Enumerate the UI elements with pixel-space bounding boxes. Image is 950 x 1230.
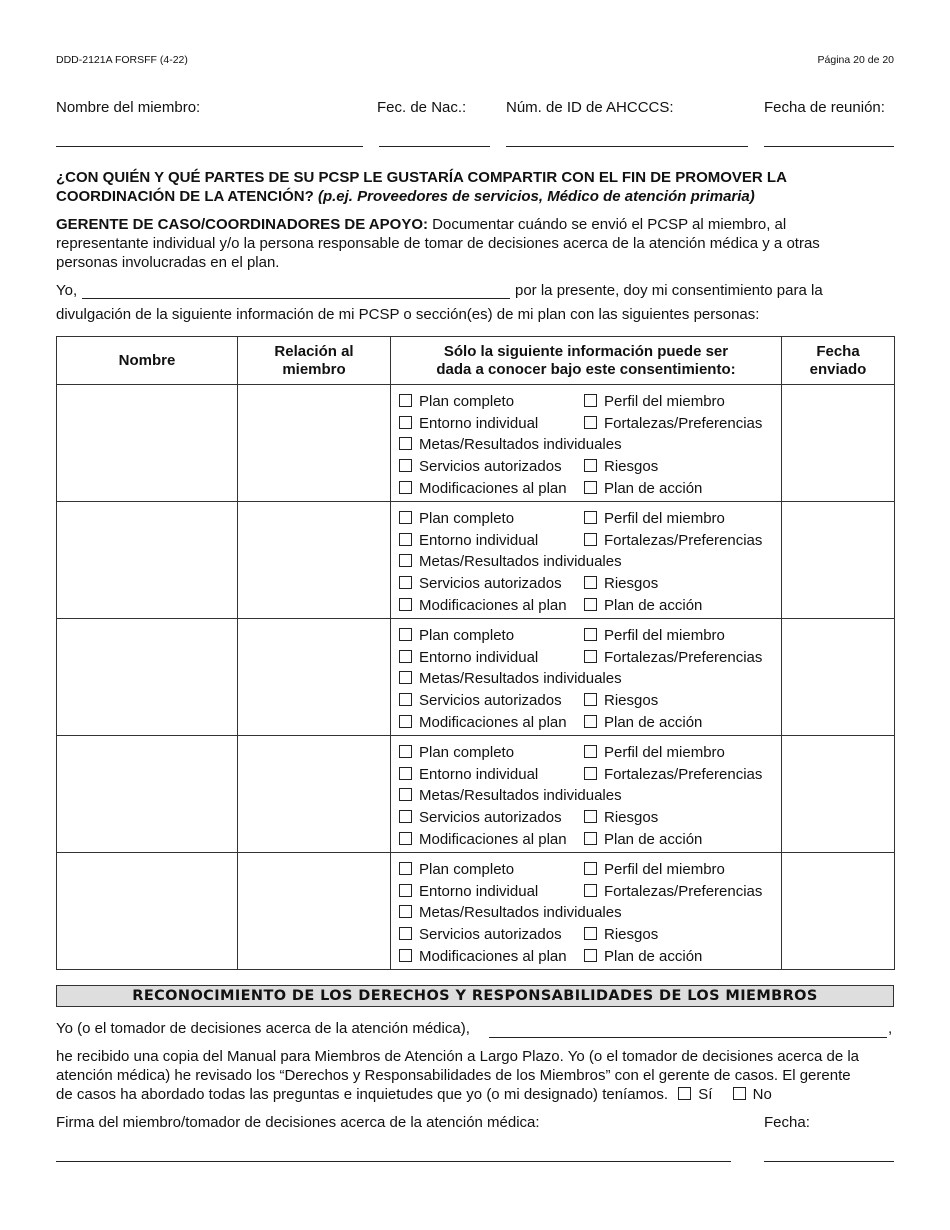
option-label: Entorno individual — [419, 649, 539, 666]
option-metas[interactable] — [399, 436, 622, 454]
checkbox[interactable] — [399, 628, 412, 641]
checkbox[interactable] — [399, 533, 412, 546]
option-label: Modificaciones al plan — [419, 948, 567, 965]
option-plan-completo[interactable] — [399, 393, 514, 411]
share-question-examples: (p.ej. Proveedores de servicios, Médico de atención primaria) — [317, 188, 755, 205]
dob-label: Fec. de Nac.: — [377, 99, 467, 116]
option-label: Riesgos — [604, 575, 659, 592]
instructions-line1 — [56, 215, 786, 234]
info-options-cell — [391, 502, 782, 619]
table-row — [57, 502, 895, 619]
date-sent-cell[interactable] — [782, 619, 895, 736]
checkbox[interactable] — [584, 598, 597, 611]
date-sent-cell[interactable] — [782, 502, 895, 619]
rights-para3: de casos ha abordado todas las preguntas e inquietudes que yo (o mi designado) teníamos. — [56, 1086, 669, 1103]
checkbox[interactable] — [399, 884, 412, 897]
option-label: Entorno individual — [419, 766, 539, 783]
option-plan-completo[interactable] — [399, 744, 514, 762]
option-entorno[interactable] — [399, 415, 538, 433]
option-fortalezas[interactable] — [584, 415, 762, 433]
relation-cell[interactable] — [238, 853, 391, 970]
checkbox[interactable] — [399, 745, 412, 758]
dob-field[interactable] — [379, 146, 490, 147]
date-sent-cell[interactable] — [782, 853, 895, 970]
option-fortalezas[interactable] — [584, 649, 762, 667]
checkbox[interactable] — [584, 832, 597, 845]
table-header-row — [57, 337, 895, 385]
option-label: Fortalezas/Preferencias — [604, 883, 763, 900]
option-entorno[interactable] — [399, 649, 538, 667]
checkbox[interactable] — [584, 745, 597, 758]
ahcccs-id-label: Núm. de ID de AHCCCS: — [506, 99, 674, 116]
option-label: Plan completo — [419, 510, 515, 527]
checkbox[interactable] — [584, 511, 597, 524]
rights-para1: he recibido una copia del Manual para Miembros de Atención a Largo Plazo. Yo (o el tomador de decisiones acerca de la — [56, 1048, 860, 1065]
option-label: Fortalezas/Preferencias — [604, 532, 763, 549]
option-label: Riesgos — [604, 926, 659, 943]
option-label: Riesgos — [604, 692, 659, 709]
option-plan-accion[interactable] — [584, 480, 702, 498]
option-label: Metas/Resultados individuales — [419, 904, 622, 921]
form-code: DDD-2121A FORSFF (4-22) — [56, 54, 188, 66]
instructions-role: GERENTE DE CASO/COORDINADORES DE APOYO: — [56, 216, 428, 233]
option-perfil[interactable] — [584, 393, 725, 411]
option-label: Plan de acción — [604, 831, 703, 848]
checkbox[interactable] — [584, 767, 597, 780]
option-fortalezas[interactable] — [584, 532, 762, 550]
checkbox[interactable] — [584, 650, 597, 663]
option-plan-accion[interactable] — [584, 597, 702, 615]
option-label: Modificaciones al plan — [419, 597, 567, 614]
option-servicios[interactable] — [399, 692, 562, 710]
option-riesgos[interactable] — [584, 458, 658, 476]
checkbox[interactable] — [399, 767, 412, 780]
checkbox[interactable] — [399, 949, 412, 962]
consent-text: por la presente, doy mi consentimiento para la — [515, 282, 823, 299]
checkbox[interactable] — [399, 832, 412, 845]
info-options-cell — [391, 736, 782, 853]
checkbox[interactable] — [584, 862, 597, 875]
table-row — [57, 736, 895, 853]
checkbox[interactable] — [584, 949, 597, 962]
checkbox[interactable] — [399, 693, 412, 706]
meeting-date-label: Fecha de reunión: — [764, 99, 885, 116]
option-modificaciones[interactable] — [399, 714, 567, 732]
checkbox[interactable] — [399, 511, 412, 524]
option-label: Perfil del miembro — [604, 744, 725, 761]
option-metas[interactable] — [399, 553, 622, 571]
col-header-date-l2: enviado — [809, 360, 867, 378]
relation-cell[interactable] — [238, 736, 391, 853]
checkbox[interactable] — [399, 788, 412, 801]
instructions-text1: Documentar cuándo se envió el PCSP al miembro, al — [432, 216, 787, 233]
option-entorno[interactable] — [399, 766, 538, 784]
col-header-info-l2: dada a conocer bajo este consentimiento: — [436, 360, 736, 378]
consent-name-field[interactable] — [82, 298, 510, 299]
option-plan-completo[interactable] — [399, 627, 514, 645]
signature-field[interactable] — [56, 1161, 731, 1162]
option-label: Metas/Resultados individuales — [419, 436, 622, 453]
recipient-name-cell[interactable] — [57, 736, 238, 853]
checkbox[interactable] — [399, 650, 412, 663]
date-sent-cell[interactable] — [782, 736, 895, 853]
option-label: Perfil del miembro — [604, 627, 725, 644]
checkbox[interactable] — [399, 554, 412, 567]
recipient-name-cell[interactable] — [57, 502, 238, 619]
option-plan-completo[interactable] — [399, 510, 514, 528]
option-riesgos[interactable] — [584, 692, 658, 710]
info-options-cell — [391, 619, 782, 736]
member-name-label: Nombre del miembro: — [56, 99, 201, 116]
option-label: Servicios autorizados — [419, 575, 562, 592]
consent-line2: divulgación de la siguiente información de mi PCSP o sección(es) de mi plan con las siguientes personas: — [56, 306, 760, 323]
checkbox[interactable] — [399, 671, 412, 684]
option-label: Perfil del miembro — [604, 510, 725, 527]
option-label: Metas/Resultados individuales — [419, 670, 622, 687]
no-checkbox[interactable] — [733, 1087, 746, 1100]
share-question-bold: COORDINACIÓN DE LA ATENCIÓN? — [56, 188, 314, 205]
member-name-field[interactable] — [56, 146, 363, 147]
option-label: Entorno individual — [419, 532, 539, 549]
col-header-info — [391, 337, 782, 385]
checkbox[interactable] — [584, 810, 597, 823]
option-label: Fortalezas/Preferencias — [604, 415, 763, 432]
option-plan-accion[interactable] — [584, 714, 702, 732]
sharing-table — [56, 336, 895, 970]
relation-cell[interactable] — [238, 619, 391, 736]
option-label: Perfil del miembro — [604, 393, 725, 410]
option-perfil[interactable] — [584, 744, 725, 762]
option-label: Entorno individual — [419, 415, 539, 432]
checkbox[interactable] — [399, 481, 412, 494]
table-row — [57, 853, 895, 970]
option-label: Modificaciones al plan — [419, 480, 567, 497]
checkbox[interactable] — [584, 459, 597, 472]
info-options-cell — [391, 853, 782, 970]
col-header-name — [57, 337, 238, 385]
option-label: Plan completo — [419, 861, 515, 878]
option-entorno[interactable] — [399, 883, 538, 901]
option-perfil[interactable] — [584, 510, 725, 528]
checkbox[interactable] — [584, 394, 597, 407]
option-metas[interactable] — [399, 904, 622, 922]
checkbox[interactable] — [399, 576, 412, 589]
option-label: Plan de acción — [604, 597, 703, 614]
option-label: Fortalezas/Preferencias — [604, 649, 763, 666]
rights-comma: , — [888, 1020, 893, 1037]
share-question-line1: ¿CON QUIÉN Y QUÉ PARTES DE SU PCSP LE GUSTARÍA COMPARTIR CON EL FIN DE PROMOVER LA — [56, 169, 787, 186]
info-options-cell — [391, 385, 782, 502]
option-label: Servicios autorizados — [419, 926, 562, 943]
option-modificaciones[interactable] — [399, 948, 567, 966]
option-modificaciones[interactable] — [399, 597, 567, 615]
checkbox[interactable] — [399, 598, 412, 611]
checkbox[interactable] — [584, 416, 597, 429]
rights-para3-line — [56, 1085, 772, 1104]
table-row — [57, 619, 895, 736]
share-question-line2 — [56, 187, 755, 206]
col-header-relation — [238, 337, 391, 385]
rights-yo-line: Yo (o el tomador de decisiones acerca de la atención médica), — [56, 1020, 470, 1037]
option-label: Riesgos — [604, 458, 659, 475]
yes-checkbox[interactable] — [678, 1087, 691, 1100]
checkbox[interactable] — [399, 416, 412, 429]
option-label: Modificaciones al plan — [419, 831, 567, 848]
col-header-relation-l2: miembro — [282, 360, 346, 378]
checkbox[interactable] — [584, 693, 597, 706]
relation-cell[interactable] — [238, 502, 391, 619]
option-label: Plan completo — [419, 627, 515, 644]
option-metas[interactable] — [399, 787, 622, 805]
checkbox[interactable] — [399, 927, 412, 940]
meeting-date-field[interactable] — [764, 146, 894, 147]
option-riesgos[interactable] — [584, 926, 658, 944]
option-fortalezas[interactable] — [584, 766, 762, 784]
recipient-name-cell[interactable] — [57, 853, 238, 970]
rights-banner: RECONOCIMIENTO DE LOS DERECHOS Y RESPONSABILIDADES DE LOS MIEMBROS — [56, 985, 894, 1007]
checkbox[interactable] — [584, 927, 597, 940]
option-label: Metas/Resultados individuales — [419, 787, 622, 804]
decision-maker-name-field[interactable] — [489, 1037, 887, 1038]
table-row — [57, 385, 895, 502]
signature-label: Firma del miembro/tomador de decisiones acerca de la atención médica: — [56, 1114, 540, 1131]
option-riesgos[interactable] — [584, 575, 658, 593]
instructions-line3: personas involucradas en el plan. — [56, 254, 280, 271]
option-servicios[interactable] — [399, 458, 562, 476]
option-entorno[interactable] — [399, 532, 538, 550]
checkbox[interactable] — [399, 905, 412, 918]
checkbox[interactable] — [584, 481, 597, 494]
relation-cell[interactable] — [238, 385, 391, 502]
no-label: No — [752, 1086, 772, 1103]
checkbox[interactable] — [399, 862, 412, 875]
option-label: Metas/Resultados individuales — [419, 553, 622, 570]
date-sent-cell[interactable] — [782, 385, 895, 502]
col-header-info-l1: Sólo la siguiente información puede ser — [443, 342, 729, 360]
checkbox[interactable] — [399, 810, 412, 823]
option-perfil[interactable] — [584, 627, 725, 645]
option-servicios[interactable] — [399, 926, 562, 944]
yes-label: Sí — [698, 1086, 713, 1103]
option-label: Perfil del miembro — [604, 861, 725, 878]
checkbox[interactable] — [399, 459, 412, 472]
option-label: Plan de acción — [604, 714, 703, 731]
option-plan-completo[interactable] — [399, 861, 514, 879]
col-header-date-l1: Fecha — [816, 342, 860, 360]
col-header-name-text: Nombre — [118, 351, 176, 369]
option-label: Riesgos — [604, 809, 659, 826]
col-header-relation-l1: Relación al — [274, 342, 354, 360]
rights-para2: atención médica) he revisado los “Derechos y Responsabilidades de los Miembros” con el gerente de casos. El gerente — [56, 1067, 851, 1084]
option-label: Plan completo — [419, 744, 515, 761]
option-modificaciones[interactable] — [399, 480, 567, 498]
checkbox[interactable] — [584, 715, 597, 728]
option-servicios[interactable] — [399, 809, 562, 827]
option-label: Plan completo — [419, 393, 515, 410]
option-fortalezas[interactable] — [584, 883, 762, 901]
ahcccs-id-field[interactable] — [506, 146, 748, 147]
signature-date-field[interactable] — [764, 1161, 894, 1162]
checkbox[interactable] — [399, 437, 412, 450]
option-label: Servicios autorizados — [419, 458, 562, 475]
option-label: Entorno individual — [419, 883, 539, 900]
recipient-name-cell[interactable] — [57, 619, 238, 736]
option-modificaciones[interactable] — [399, 831, 567, 849]
signature-date-label: Fecha: — [764, 1114, 810, 1131]
option-label: Modificaciones al plan — [419, 714, 567, 731]
option-label: Plan de acción — [604, 480, 703, 497]
option-label: Fortalezas/Preferencias — [604, 766, 763, 783]
checkbox[interactable] — [584, 628, 597, 641]
checkbox[interactable] — [584, 533, 597, 546]
consent-yo: Yo, — [56, 282, 78, 299]
option-plan-accion[interactable] — [584, 831, 702, 849]
checkbox[interactable] — [584, 576, 597, 589]
recipient-name-cell[interactable] — [57, 385, 238, 502]
option-label: Servicios autorizados — [419, 692, 562, 709]
option-servicios[interactable] — [399, 575, 562, 593]
col-header-date — [782, 337, 895, 385]
option-label: Servicios autorizados — [419, 809, 562, 826]
checkbox[interactable] — [399, 394, 412, 407]
option-perfil[interactable] — [584, 861, 725, 879]
option-plan-accion[interactable] — [584, 948, 702, 966]
instructions-line2: representante individual y/o la persona responsable de tomar de decisiones acerca de la atención médica y a otras — [56, 235, 820, 252]
option-label: Plan de acción — [604, 948, 703, 965]
checkbox[interactable] — [584, 884, 597, 897]
option-riesgos[interactable] — [584, 809, 658, 827]
page-number: Página 20 de 20 — [817, 54, 894, 66]
option-metas[interactable] — [399, 670, 622, 688]
checkbox[interactable] — [399, 715, 412, 728]
